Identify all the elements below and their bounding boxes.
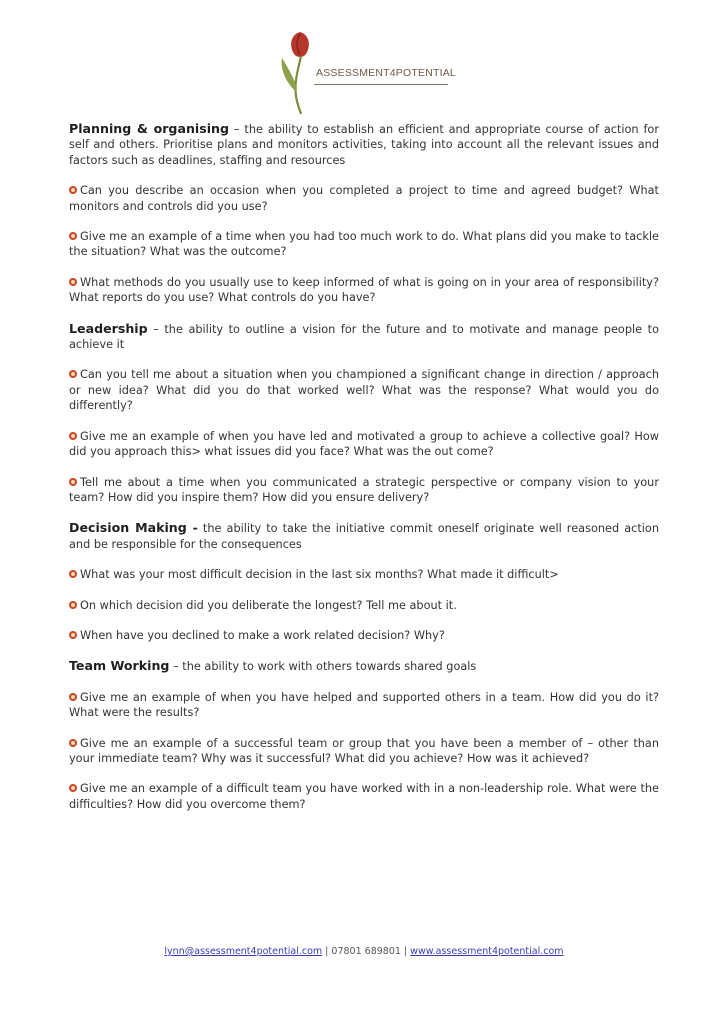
bullet-icon — [69, 370, 77, 378]
question-text: Give me an example of a successful team or group that you have been a member of – other than your immediate team? Why was it successful? What did you achieve? How was it achieved? — [69, 736, 659, 765]
question-item — [69, 781, 659, 812]
question-item — [69, 598, 659, 613]
question-item — [69, 275, 659, 306]
section-team-working — [69, 658, 659, 674]
question-text: On which decision did you deliberate the longest? Tell me about it. — [80, 598, 457, 612]
section-description: the ability to take the initiative commit oneself originate well reasoned action and be responsible for the consequences — [69, 522, 659, 551]
question-item — [69, 183, 659, 214]
footer-website-link[interactable]: www.assessment4potential.com — [410, 946, 564, 957]
question-text: Tell me about a time when you communicated a strategic perspective or company vision to your team? How did you inspire them? How did you ensure delivery? — [69, 475, 659, 504]
question-text: Give me an example of when you have helped and supported others in a team. How did you do it? What were the results? — [69, 690, 659, 720]
section-planning — [69, 121, 659, 168]
brand-underline — [314, 84, 448, 85]
question-item — [69, 475, 659, 506]
bullet-icon — [69, 631, 77, 639]
brand-name: ASSESSMENT4POTENTIAL — [316, 67, 456, 79]
section-description: – the ability to establish an efficient and appropriate course of action for self and others. Prioritise plans and monitors activities, taking into account all the relevant issues and factors such as deadlines, staffing and resources — [69, 123, 659, 167]
section-heading: Decision Making - — [69, 520, 198, 536]
question-text: What was your most difficult decision in the last six months? What made it difficult> — [80, 568, 559, 582]
section-description: – the ability to work with others towards shared goals — [169, 660, 477, 674]
bullet-icon — [69, 693, 77, 701]
footer-separator: | — [322, 946, 332, 957]
bullet-icon — [69, 739, 77, 747]
section-heading: Leadership — [69, 320, 148, 336]
question-text: Can you tell me about a situation when you championed a significant change in direction / approach or new idea? What did you do that worked well? What was the response? What would you do differently? — [69, 368, 659, 413]
footer-phone: 07801 689801 — [331, 946, 401, 957]
question-text: Can you describe an occasion when you completed a project to time and agreed budget? What monitors and controls did you use? — [69, 184, 659, 213]
question-item — [69, 229, 659, 260]
question-item — [69, 429, 659, 460]
question-item — [69, 628, 659, 643]
question-item — [69, 567, 659, 582]
footer-email-link[interactable]: lynn@assessment4potential.com — [164, 946, 323, 957]
section-description: – the ability to outline a vision for the future and to motivate and manage people to achieve it — [69, 322, 659, 352]
bullet-icon — [69, 278, 77, 286]
page-footer — [0, 946, 728, 957]
question-item — [69, 367, 659, 413]
section-decision-making — [69, 520, 659, 552]
question-text: Give me an example of a difficult team you have worked with in a non-leadership role. What were the difficulties? How did you overcome them? — [69, 782, 659, 811]
footer-separator: | — [400, 946, 411, 957]
section-heading: Team Working — [69, 658, 170, 674]
question-text: Give me an example of a time when you had too much work to do. What plans did you make to tackle the situation? What was the outcome? — [69, 230, 659, 259]
question-text: What methods do you usually use to keep informed of what is going on in your area of responsibility? What reports do you use? What controls do you have? — [69, 275, 659, 305]
question-text: When have you declined to make a work related decision? Why? — [80, 628, 445, 642]
bullet-icon — [69, 432, 77, 440]
company-logo — [270, 22, 470, 118]
bullet-icon — [69, 232, 77, 240]
section-heading: Planning & organising — [69, 121, 230, 136]
question-text: Give me an example of when you have led and motivated a group to achieve a collective goal? How did you approach this> what issues did you face? What was the out come? — [69, 429, 659, 459]
bullet-icon — [69, 570, 77, 578]
bullet-icon — [69, 186, 77, 194]
question-item — [69, 736, 659, 767]
bullet-icon — [69, 784, 77, 792]
question-item — [69, 690, 659, 721]
bullet-icon — [69, 601, 77, 609]
bullet-icon — [69, 478, 77, 486]
competency-questions — [69, 121, 659, 827]
section-leadership — [69, 321, 659, 353]
